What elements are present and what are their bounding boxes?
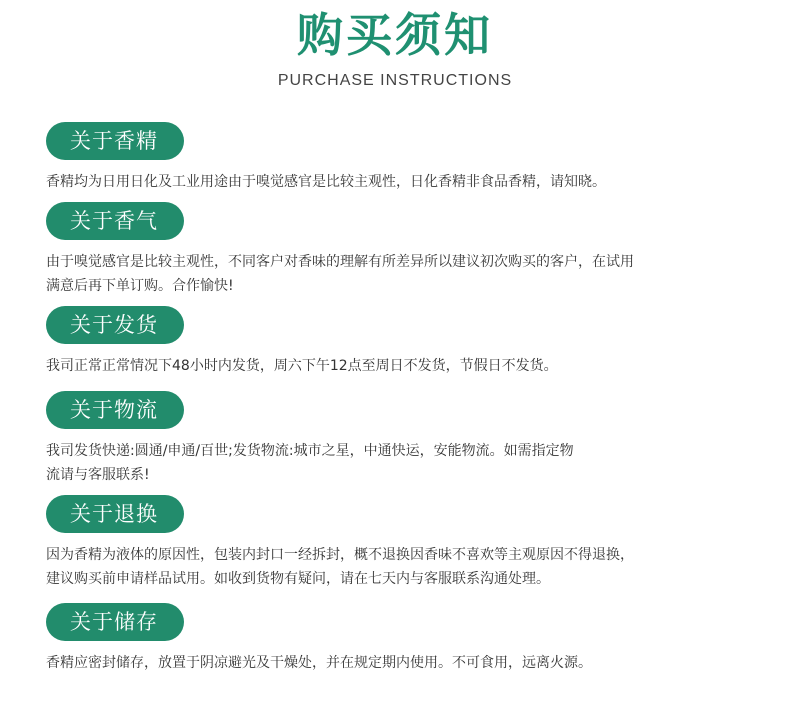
section-shipping [46, 306, 746, 378]
section-text-line: 我司发货快递:圆通/申通/百世;发货物流:城市之星，中通快运，安能物流。如需指定物 [46, 443, 574, 459]
section-body [46, 354, 746, 378]
section-body [46, 543, 746, 591]
section-text-line: 香精应密封储存，放置于阴凉避光及干燥处，并在规定期内使用。不可食用，远离火源。 [46, 655, 592, 671]
section-returns [46, 495, 746, 591]
section-text-line: 满意后再下单订购。合作愉快! [46, 278, 234, 294]
section-scent [46, 202, 746, 298]
section-text-line: 因为香精为液体的原因性，包装内封口一经拆封，概不退换因香味不喜欢等主观原因不得退换， [46, 547, 634, 563]
section-heading: 关于香气 [46, 202, 184, 240]
section-text-line: 由于嗅觉感官是比较主观性，不同客户对香味的理解有所差异所以建议初次购买的客户，在试用 [46, 254, 634, 270]
section-text-line: 建议购买前申请样品试用。如收到货物有疑问，请在七天内与客服联系沟通处理。 [46, 571, 550, 587]
section-text-line: 我司正常正常情况下48小时内发货，周六下午12点至周日不发货，节假日不发货。 [46, 358, 558, 374]
section-body [46, 651, 746, 675]
section-heading: 关于退换 [46, 495, 184, 533]
section-heading: 关于香精 [46, 122, 184, 160]
section-text-line: 香精均为日用日化及工业用途由于嗅觉感官是比较主观性，日化香精非食品香精，请知晓。 [46, 174, 606, 190]
section-heading: 关于储存 [46, 603, 184, 641]
section-fragrance [46, 122, 746, 194]
section-body [46, 170, 746, 194]
section-text-line: 流请与客服联系! [46, 467, 150, 483]
page-subtitle: PURCHASE INSTRUCTIONS [277, 72, 513, 89]
section-heading: 关于发货 [46, 306, 184, 344]
section-heading: 关于物流 [46, 391, 184, 429]
page-title: 购买须知 [297, 8, 493, 62]
section-body [46, 250, 746, 298]
section-storage [46, 603, 746, 675]
section-body [46, 439, 746, 487]
section-logistics [46, 391, 746, 487]
